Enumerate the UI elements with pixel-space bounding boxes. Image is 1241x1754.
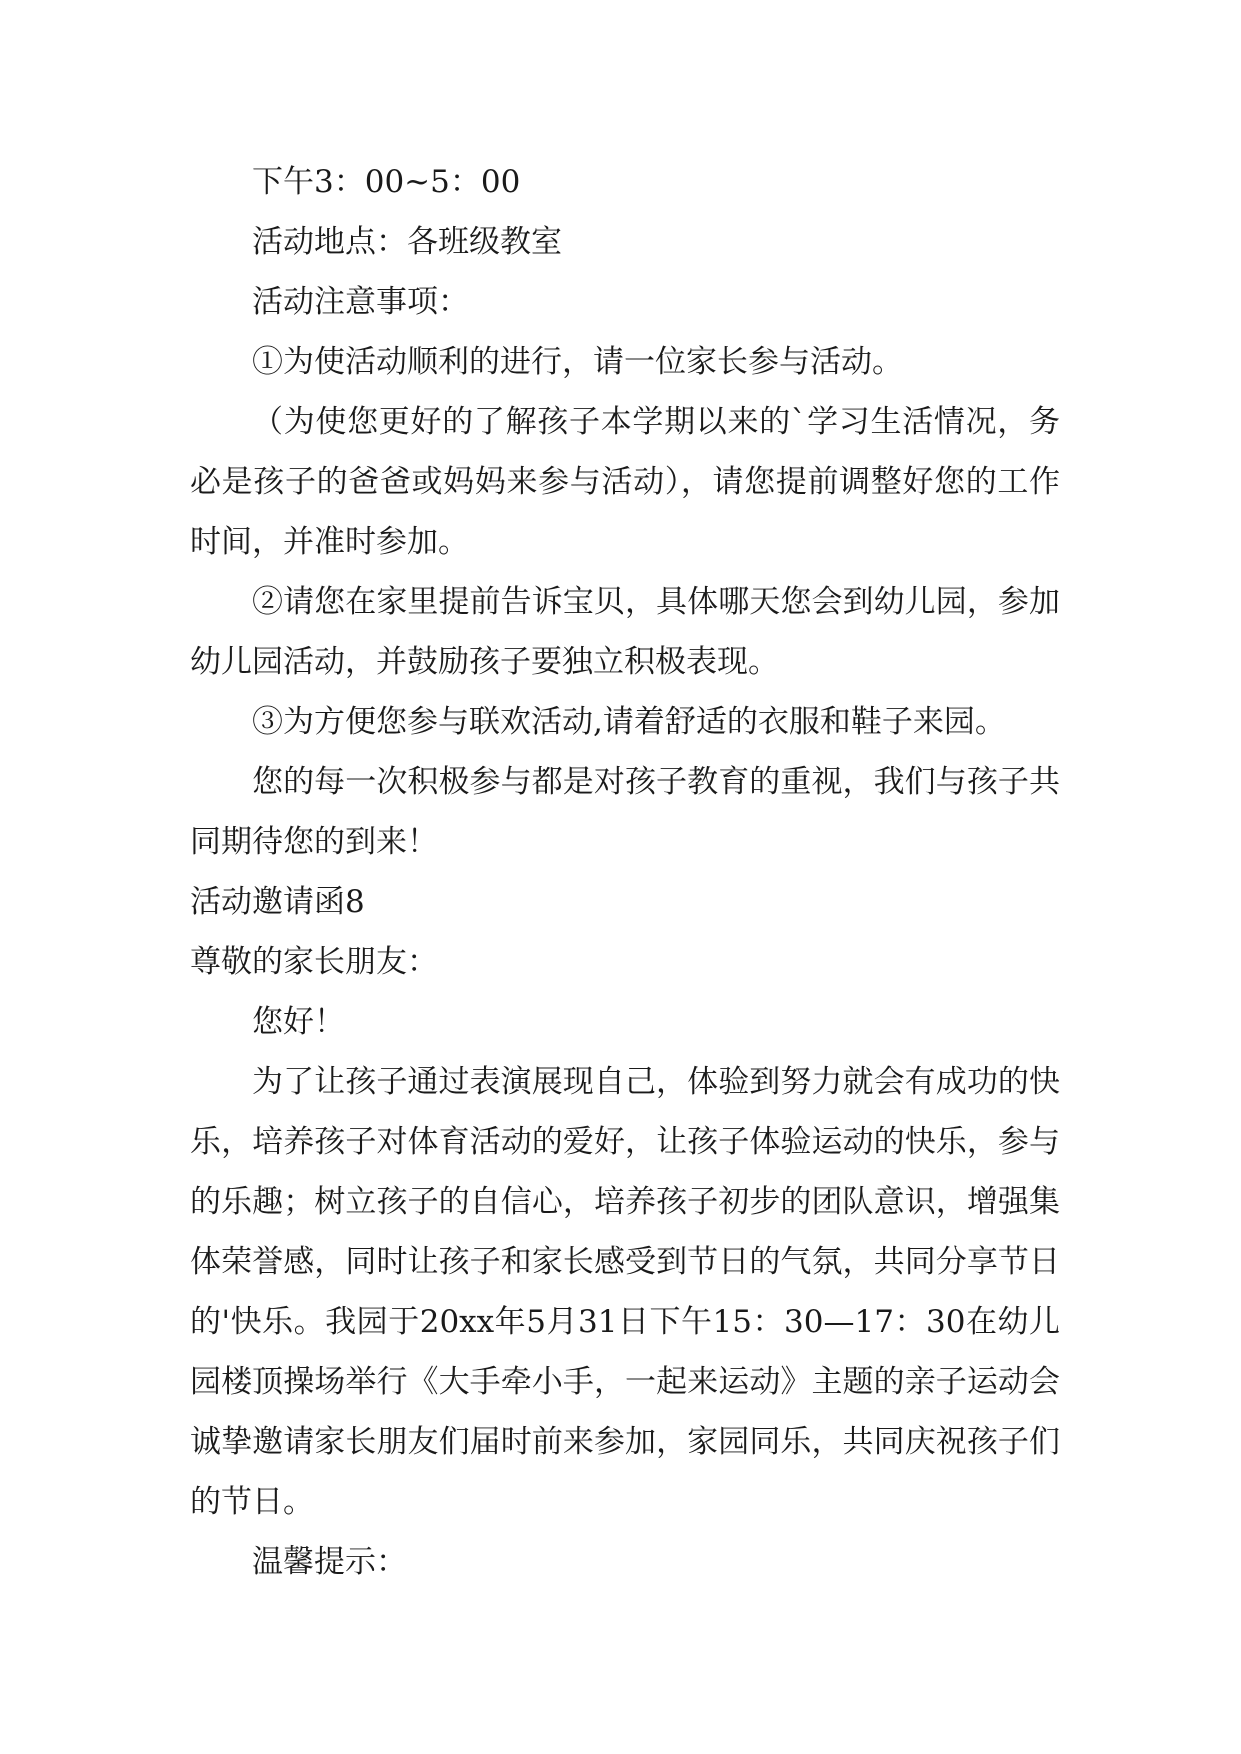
paragraph-note-3: ③为方便您参与联欢活动,请着舒适的衣服和鞋子来园。 xyxy=(252,704,1006,740)
paragraph-note-2: ②请您在家里提前告诉宝贝，具体哪天您会到幼儿园，参加幼儿园活动，并鼓励孩子要独立积极表现。 xyxy=(190,584,1060,680)
paragraph-note-1: ①为使活动顺利的进行，请一位家长参与活动。 xyxy=(252,344,903,380)
greeting: 您好！ xyxy=(252,1004,345,1040)
paragraph-note-1-detail: （为使您更好的了解孩子本学期以来的`学习生活情况，务必是孩子的爸爸或妈妈来参与活动），请您提前调整好您的工作时间，并准时参加。 xyxy=(190,404,1060,560)
salutation: 尊敬的家长朋友： xyxy=(190,944,438,980)
document-body xyxy=(190,152,1060,1592)
paragraph-closing: 您的每一次积极参与都是对孩子教育的重视，我们与孩子共同期待您的到来！ xyxy=(190,764,1060,860)
paragraph-tips-heading: 温馨提示： xyxy=(252,1544,407,1580)
paragraph-activity-time: 下午3：00~5：00 xyxy=(252,164,521,200)
paragraph-activity-location: 活动地点：各班级教室 xyxy=(252,224,562,260)
paragraph-invitation-body: 为了让孩子通过表演展现自己，体验到努力就会有成功的快乐，培养孩子对体育活动的爱好，让孩子体验运动的快乐，参与的乐趣；树立孩子的自信心，培养孩子初步的团队意识，增强集体荣誉感，同时让孩子和家长感受到节日的气氛，共同分享节日的'快乐。我园于20xx年5月31日下午15：30—17：30在幼儿园楼顶操场举行《大手牵小手，一起来运动》主题的亲子运动会诚挚邀请家长朋友们届时前来参加，家园同乐，共同庆祝孩子们的节日。 xyxy=(190,1064,1060,1520)
paragraph-notes-heading: 活动注意事项： xyxy=(252,284,469,320)
section-title: 活动邀请函8 xyxy=(190,884,365,920)
